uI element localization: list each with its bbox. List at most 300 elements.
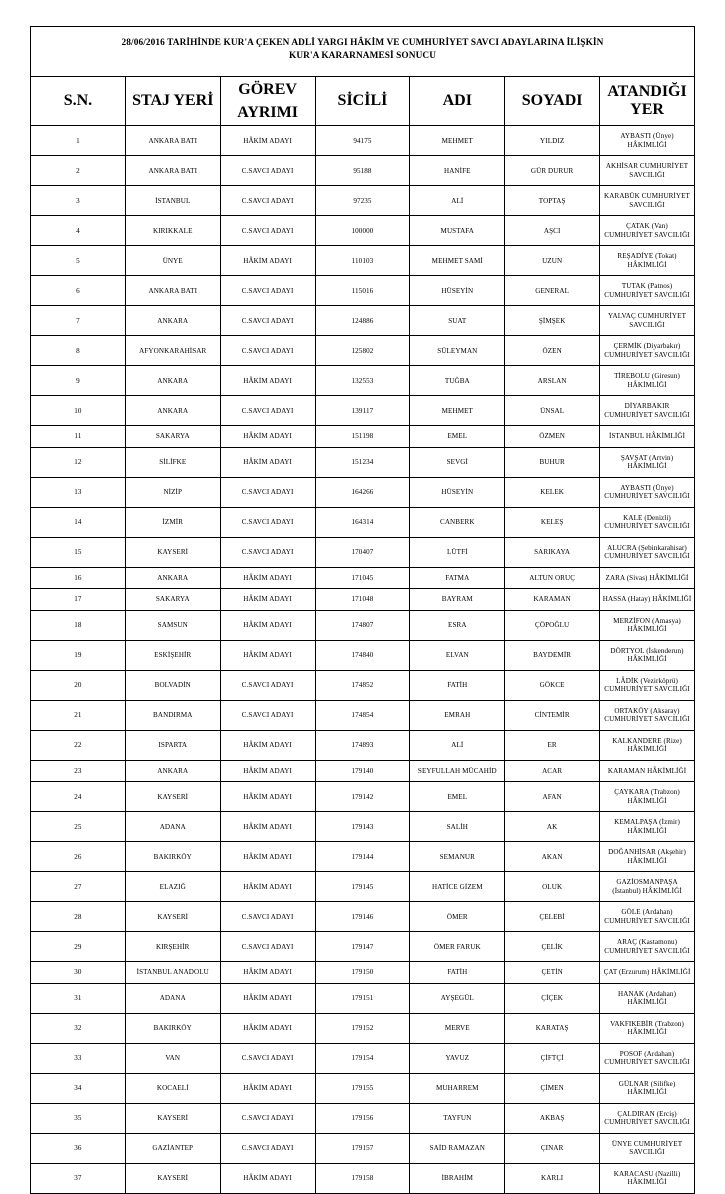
- cell-atandigi-yer: ÇATAK (Van) CUMHURİYET SAVCILIĞI: [600, 216, 695, 246]
- cell-sn: 11: [31, 426, 126, 448]
- cell-atandigi-yer: AYBASTI (Ünye) CUMHURİYET SAVCILIĞI: [600, 477, 695, 507]
- cell-adi: ÖMER: [410, 902, 505, 932]
- cell-adi: SÜLEYMAN: [410, 336, 505, 366]
- cell-staj-yeri: AFYONKARAHİSAR: [125, 336, 220, 366]
- table-row: [31, 640, 695, 670]
- cell-atandigi-yer: REŞADİYE (Tokat) HÂKİMLİĞİ: [600, 246, 695, 276]
- cell-sn: 16: [31, 567, 126, 589]
- table-row: [31, 1163, 695, 1193]
- cell-adi: İBRAHİM: [410, 1163, 505, 1193]
- table-row: [31, 216, 695, 246]
- cell-staj-yeri: ANKARA BATI: [125, 276, 220, 306]
- cell-staj-yeri: SAMSUN: [125, 610, 220, 640]
- cell-gorev-ayrimi: C.SAVCI ADAYI: [220, 336, 315, 366]
- cell-sn: 23: [31, 760, 126, 782]
- table-row: [31, 507, 695, 537]
- cell-staj-yeri: KAYSERİ: [125, 537, 220, 567]
- cell-sicili: 179152: [315, 1013, 410, 1043]
- cell-staj-yeri: BAKIRKÖY: [125, 1013, 220, 1043]
- cell-soyadi: YILDIZ: [505, 126, 600, 156]
- cell-sicili: 94175: [315, 126, 410, 156]
- cell-gorev-ayrimi: HÂKİM ADAYI: [220, 447, 315, 477]
- cell-adi: SUAT: [410, 306, 505, 336]
- cell-soyadi: KARATAŞ: [505, 1013, 600, 1043]
- table-row: [31, 932, 695, 962]
- cell-staj-yeri: KIRŞEHİR: [125, 932, 220, 962]
- cell-atandigi-yer: KALE (Denizli) CUMHURİYET SAVCILIĞI: [600, 507, 695, 537]
- cell-adi: SEMANUR: [410, 842, 505, 872]
- cell-staj-yeri: BOLVADİN: [125, 670, 220, 700]
- cell-soyadi: ÇÖPOĞLU: [505, 610, 600, 640]
- cell-sicili: 174807: [315, 610, 410, 640]
- cell-sn: 2: [31, 156, 126, 186]
- cell-sicili: 164314: [315, 507, 410, 537]
- cell-sicili: 179147: [315, 932, 410, 962]
- cell-soyadi: AKBAŞ: [505, 1103, 600, 1133]
- cell-soyadi: ÇİFTÇİ: [505, 1043, 600, 1073]
- cell-adi: HATİCE GİZEM: [410, 872, 505, 902]
- cell-sn: 37: [31, 1163, 126, 1193]
- cell-atandigi-yer: ÜNYE CUMHURİYET SAVCILIĞI: [600, 1133, 695, 1163]
- cell-sn: 36: [31, 1133, 126, 1163]
- cell-adi: EMEL: [410, 426, 505, 448]
- cell-staj-yeri: KAYSERİ: [125, 1103, 220, 1133]
- cell-atandigi-yer: TİREBOLU (Giresun) HÂKİMLİĞİ: [600, 366, 695, 396]
- cell-gorev-ayrimi: HÂKİM ADAYI: [220, 366, 315, 396]
- cell-gorev-ayrimi: C.SAVCI ADAYI: [220, 276, 315, 306]
- cell-sn: 17: [31, 589, 126, 611]
- cell-sicili: 124886: [315, 306, 410, 336]
- cell-adi: LÜTFİ: [410, 537, 505, 567]
- table-row: [31, 126, 695, 156]
- cell-adi: YAVUZ: [410, 1043, 505, 1073]
- table-row: [31, 842, 695, 872]
- cell-gorev-ayrimi: HÂKİM ADAYI: [220, 983, 315, 1013]
- cell-soyadi: ÜNSAL: [505, 396, 600, 426]
- cell-soyadi: ÖZEN: [505, 336, 600, 366]
- title-line-2: KUR'A KARARNAMESİ SONUCU: [288, 51, 437, 62]
- cell-staj-yeri: KAYSERİ: [125, 782, 220, 812]
- cell-sicili: 174893: [315, 730, 410, 760]
- cell-soyadi: AK: [505, 812, 600, 842]
- table-row: [31, 186, 695, 216]
- cell-adi: ESRA: [410, 610, 505, 640]
- title-line-1: 28/06/2016 TARİHİNDE KUR'A ÇEKEN ADLİ YARGI HÂKİM VE CUMHURİYET SAVCI ADAYLARINA İLİŞKİN: [121, 38, 604, 48]
- cell-sn: 19: [31, 640, 126, 670]
- cell-staj-yeri: ANKARA: [125, 306, 220, 336]
- cell-gorev-ayrimi: C.SAVCI ADAYI: [220, 1103, 315, 1133]
- cell-staj-yeri: KOCAELİ: [125, 1073, 220, 1103]
- cell-staj-yeri: ELAZIĞ: [125, 872, 220, 902]
- table-row: [31, 426, 695, 448]
- cell-soyadi: ALTUN ORUÇ: [505, 567, 600, 589]
- cell-gorev-ayrimi: HÂKİM ADAYI: [220, 1013, 315, 1043]
- cell-sn: 18: [31, 610, 126, 640]
- table-row: [31, 396, 695, 426]
- cell-atandigi-yer: İSTANBUL HÂKİMLİĞİ: [600, 426, 695, 448]
- cell-sicili: 179158: [315, 1163, 410, 1193]
- cell-atandigi-yer: KALKANDERE (Rize) HÂKİMLİĞİ: [600, 730, 695, 760]
- table-row: [31, 983, 695, 1013]
- header-atandigi-yer: ATANDIĞI YER: [600, 76, 695, 125]
- table-row: [31, 156, 695, 186]
- cell-sn: 26: [31, 842, 126, 872]
- cell-gorev-ayrimi: HÂKİM ADAYI: [220, 782, 315, 812]
- cell-soyadi: BAYDEMİR: [505, 640, 600, 670]
- cell-atandigi-yer: AYBASTI (Ünye) HÂKİMLİĞİ: [600, 126, 695, 156]
- table-row: [31, 812, 695, 842]
- cell-sicili: 95188: [315, 156, 410, 186]
- cell-staj-yeri: SAKARYA: [125, 589, 220, 611]
- cell-gorev-ayrimi: HÂKİM ADAYI: [220, 246, 315, 276]
- cell-sn: 33: [31, 1043, 126, 1073]
- document-title: [31, 27, 695, 77]
- cell-atandigi-yer: ŞAVŞAT (Artvin) HÂKİMLİĞİ: [600, 447, 695, 477]
- cell-staj-yeri: KAYSERİ: [125, 1163, 220, 1193]
- cell-atandigi-yer: ÇALDIRAN (Erciş) CUMHURİYET SAVCILIĞI: [600, 1103, 695, 1133]
- cell-soyadi: OLUK: [505, 872, 600, 902]
- header-soyadi: SOYADI: [505, 76, 600, 125]
- cell-sn: 12: [31, 447, 126, 477]
- cell-atandigi-yer: DOĞANHİSAR (Akşehir) HÂKİMLİĞİ: [600, 842, 695, 872]
- header-sn: S.N.: [31, 76, 126, 125]
- cell-atandigi-yer: POSOF (Ardahan) CUMHURİYET SAVCILIĞI: [600, 1043, 695, 1073]
- cell-soyadi: SARIKAYA: [505, 537, 600, 567]
- cell-sicili: 151234: [315, 447, 410, 477]
- cell-sn: 8: [31, 336, 126, 366]
- cell-adi: FATİH: [410, 670, 505, 700]
- cell-soyadi: TOPTAŞ: [505, 186, 600, 216]
- table-row: [31, 447, 695, 477]
- cell-adi: ÖMER FARUK: [410, 932, 505, 962]
- cell-gorev-ayrimi: C.SAVCI ADAYI: [220, 537, 315, 567]
- cell-adi: MEHMET SAMİ: [410, 246, 505, 276]
- cell-gorev-ayrimi: C.SAVCI ADAYI: [220, 216, 315, 246]
- cell-staj-yeri: ISPARTA: [125, 730, 220, 760]
- cell-sicili: 179156: [315, 1103, 410, 1133]
- cell-sn: 32: [31, 1013, 126, 1043]
- cell-soyadi: ÇİMEN: [505, 1073, 600, 1103]
- cell-gorev-ayrimi: C.SAVCI ADAYI: [220, 902, 315, 932]
- cell-sicili: 171048: [315, 589, 410, 611]
- cell-sicili: 179154: [315, 1043, 410, 1073]
- cell-atandigi-yer: KARAMAN HÂKİMLİĞİ: [600, 760, 695, 782]
- cell-sn: 1: [31, 126, 126, 156]
- cell-gorev-ayrimi: HÂKİM ADAYI: [220, 126, 315, 156]
- cell-atandigi-yer: AKHİSAR CUMHURİYET SAVCILIĞI: [600, 156, 695, 186]
- cell-soyadi: ER: [505, 730, 600, 760]
- cell-atandigi-yer: YALVAÇ CUMHURİYET SAVCILIĞI: [600, 306, 695, 336]
- cell-adi: FATMA: [410, 567, 505, 589]
- cell-atandigi-yer: HANAK (Ardahan) HÂKİMLİĞİ: [600, 983, 695, 1013]
- table-row: [31, 1103, 695, 1133]
- cell-adi: SAİD RAMAZAN: [410, 1133, 505, 1163]
- header-staj-yeri: STAJ YERİ: [125, 76, 220, 125]
- cell-sicili: 179144: [315, 842, 410, 872]
- cell-atandigi-yer: ÇAT (Erzurum) HÂKİMLİĞİ: [600, 962, 695, 984]
- table-row: [31, 902, 695, 932]
- cell-soyadi: ÇINAR: [505, 1133, 600, 1163]
- cell-adi: BAYRAM: [410, 589, 505, 611]
- cell-sicili: 174852: [315, 670, 410, 700]
- header-gorev-line-2: AYRIMI: [237, 104, 298, 122]
- cell-soyadi: ÇELİK: [505, 932, 600, 962]
- cell-soyadi: BUHUR: [505, 447, 600, 477]
- table-row: [31, 730, 695, 760]
- cell-atandigi-yer: ARAÇ (Kastamonu) CUMHURİYET SAVCILIĞI: [600, 932, 695, 962]
- table-row: [31, 366, 695, 396]
- table-row: [31, 537, 695, 567]
- cell-sicili: 97235: [315, 186, 410, 216]
- cell-adi: SEVGİ: [410, 447, 505, 477]
- table-row: [31, 246, 695, 276]
- header-sicili: SİCİLİ: [315, 76, 410, 125]
- header-gorev-ayrimi: [220, 76, 315, 125]
- cell-staj-yeri: GAZİANTEP: [125, 1133, 220, 1163]
- cell-gorev-ayrimi: HÂKİM ADAYI: [220, 426, 315, 448]
- cell-soyadi: GÜR DURUR: [505, 156, 600, 186]
- cell-sn: 31: [31, 983, 126, 1013]
- cell-atandigi-yer: ZARA (Sivas) HÂKİMLİĞİ: [600, 567, 695, 589]
- cell-sicili: 125802: [315, 336, 410, 366]
- cell-soyadi: ÇİÇEK: [505, 983, 600, 1013]
- cell-sn: 25: [31, 812, 126, 842]
- header-gorev-line-1: GÖREV: [238, 80, 297, 98]
- table-row: [31, 276, 695, 306]
- cell-adi: AYŞEGÜL: [410, 983, 505, 1013]
- cell-adi: EMEL: [410, 782, 505, 812]
- cell-soyadi: AŞCI: [505, 216, 600, 246]
- cell-sicili: 179151: [315, 983, 410, 1013]
- cell-atandigi-yer: LÂDİK (Vezirköprü) CUMHURİYET SAVCILIĞI: [600, 670, 695, 700]
- cell-gorev-ayrimi: C.SAVCI ADAYI: [220, 670, 315, 700]
- cell-adi: SALİH: [410, 812, 505, 842]
- cell-atandigi-yer: ORTAKÖY (Aksaray) CUMHURİYET SAVCILIĞI: [600, 700, 695, 730]
- cell-staj-yeri: ANKARA: [125, 366, 220, 396]
- cell-sn: 29: [31, 932, 126, 962]
- cell-gorev-ayrimi: HÂKİM ADAYI: [220, 730, 315, 760]
- cell-atandigi-yer: KARACASU (Nazilli) HÂKİMLİĞİ: [600, 1163, 695, 1193]
- cell-sicili: 174840: [315, 640, 410, 670]
- cell-staj-yeri: VAN: [125, 1043, 220, 1073]
- cell-soyadi: AKAN: [505, 842, 600, 872]
- cell-soyadi: ÇETİN: [505, 962, 600, 984]
- cell-soyadi: KELEK: [505, 477, 600, 507]
- cell-gorev-ayrimi: C.SAVCI ADAYI: [220, 156, 315, 186]
- cell-sn: 14: [31, 507, 126, 537]
- cell-atandigi-yer: GAZİOSMANPAŞA (İstanbul) HÂKİMLİĞİ: [600, 872, 695, 902]
- cell-sicili: 164266: [315, 477, 410, 507]
- table-row: [31, 306, 695, 336]
- table-body: [31, 126, 695, 1194]
- cell-sicili: 115016: [315, 276, 410, 306]
- cell-sn: 4: [31, 216, 126, 246]
- cell-staj-yeri: ÜNYE: [125, 246, 220, 276]
- cell-staj-yeri: ANKARA: [125, 760, 220, 782]
- cell-gorev-ayrimi: C.SAVCI ADAYI: [220, 932, 315, 962]
- cell-staj-yeri: SAKARYA: [125, 426, 220, 448]
- cell-sicili: 179142: [315, 782, 410, 812]
- cell-sn: 20: [31, 670, 126, 700]
- cell-adi: ELVAN: [410, 640, 505, 670]
- table-row: [31, 700, 695, 730]
- cell-gorev-ayrimi: C.SAVCI ADAYI: [220, 1043, 315, 1073]
- cell-adi: HÜSEYİN: [410, 276, 505, 306]
- cell-staj-yeri: ANKARA: [125, 567, 220, 589]
- cell-soyadi: AFAN: [505, 782, 600, 812]
- cell-sicili: 179157: [315, 1133, 410, 1163]
- cell-adi: MEHMET: [410, 126, 505, 156]
- cell-gorev-ayrimi: HÂKİM ADAYI: [220, 589, 315, 611]
- cell-gorev-ayrimi: HÂKİM ADAYI: [220, 760, 315, 782]
- cell-sn: 9: [31, 366, 126, 396]
- cell-sn: 22: [31, 730, 126, 760]
- table-row: [31, 670, 695, 700]
- cell-gorev-ayrimi: HÂKİM ADAYI: [220, 962, 315, 984]
- cell-gorev-ayrimi: C.SAVCI ADAYI: [220, 1133, 315, 1163]
- cell-soyadi: KARLI: [505, 1163, 600, 1193]
- cell-atandigi-yer: ALUCRA (Şebinkarahisar) CUMHURİYET SAVCILIĞI: [600, 537, 695, 567]
- cell-staj-yeri: İSTANBUL: [125, 186, 220, 216]
- cell-sn: 5: [31, 246, 126, 276]
- cell-gorev-ayrimi: HÂKİM ADAYI: [220, 812, 315, 842]
- cell-gorev-ayrimi: HÂKİM ADAYI: [220, 1163, 315, 1193]
- cell-sn: 30: [31, 962, 126, 984]
- cell-adi: MERVE: [410, 1013, 505, 1043]
- cell-atandigi-yer: ÇERMİK (Diyarbakır) CUMHURİYET SAVCILIĞI: [600, 336, 695, 366]
- cell-adi: HANİFE: [410, 156, 505, 186]
- cell-adi: FATİH: [410, 962, 505, 984]
- table-row: [31, 872, 695, 902]
- table-row: [31, 336, 695, 366]
- cell-gorev-ayrimi: C.SAVCI ADAYI: [220, 700, 315, 730]
- table-row: [31, 1133, 695, 1163]
- cell-staj-yeri: ADANA: [125, 812, 220, 842]
- cell-soyadi: GÖKCE: [505, 670, 600, 700]
- table-header-row: [31, 76, 695, 125]
- cell-staj-yeri: ANKARA: [125, 396, 220, 426]
- cell-soyadi: CİNTEMİR: [505, 700, 600, 730]
- cell-adi: SEYFULLAH MÜCAHİD: [410, 760, 505, 782]
- cell-sicili: 110103: [315, 246, 410, 276]
- cell-sicili: 139117: [315, 396, 410, 426]
- cell-soyadi: ŞİMŞEK: [505, 306, 600, 336]
- cell-soyadi: ÖZMEN: [505, 426, 600, 448]
- table-row: [31, 760, 695, 782]
- cell-adi: TAYFUN: [410, 1103, 505, 1133]
- cell-sicili: 179155: [315, 1073, 410, 1103]
- cell-atandigi-yer: GÖLE (Ardahan) CUMHURİYET SAVCILIĞI: [600, 902, 695, 932]
- cell-soyadi: KARAMAN: [505, 589, 600, 611]
- table-row: [31, 610, 695, 640]
- table-row: [31, 477, 695, 507]
- cell-gorev-ayrimi: C.SAVCI ADAYI: [220, 507, 315, 537]
- cell-atandigi-yer: KEMALPAŞA (İzmir) HÂKİMLİĞİ: [600, 812, 695, 842]
- cell-adi: TUĞBA: [410, 366, 505, 396]
- cell-staj-yeri: ADANA: [125, 983, 220, 1013]
- cell-sicili: 179146: [315, 902, 410, 932]
- cell-sicili: 179140: [315, 760, 410, 782]
- cell-staj-yeri: BAKIRKÖY: [125, 842, 220, 872]
- cell-sn: 21: [31, 700, 126, 730]
- cell-sn: 7: [31, 306, 126, 336]
- cell-adi: ALİ: [410, 730, 505, 760]
- cell-atandigi-yer: KARABÜK CUMHURİYET SAVCILIĞI: [600, 186, 695, 216]
- cell-sicili: 179143: [315, 812, 410, 842]
- cell-sicili: 179150: [315, 962, 410, 984]
- cell-sicili: 100000: [315, 216, 410, 246]
- table-row: [31, 1073, 695, 1103]
- cell-staj-yeri: SİLİFKE: [125, 447, 220, 477]
- cell-sicili: 179145: [315, 872, 410, 902]
- cell-adi: MEHMET: [410, 396, 505, 426]
- cell-sn: 13: [31, 477, 126, 507]
- cell-sn: 6: [31, 276, 126, 306]
- cell-soyadi: UZUN: [505, 246, 600, 276]
- cell-staj-yeri: KAYSERİ: [125, 902, 220, 932]
- header-adi: ADI: [410, 76, 505, 125]
- kura-results-table: [30, 26, 695, 1194]
- cell-atandigi-yer: HASSA (Hatay) HÂKİMLİĞİ: [600, 589, 695, 611]
- cell-gorev-ayrimi: HÂKİM ADAYI: [220, 567, 315, 589]
- table-row: [31, 782, 695, 812]
- cell-gorev-ayrimi: HÂKİM ADAYI: [220, 1073, 315, 1103]
- cell-gorev-ayrimi: HÂKİM ADAYI: [220, 872, 315, 902]
- cell-staj-yeri: İZMİR: [125, 507, 220, 537]
- cell-sn: 27: [31, 872, 126, 902]
- cell-staj-yeri: BANDIRMA: [125, 700, 220, 730]
- cell-adi: ALİ: [410, 186, 505, 216]
- cell-sn: 35: [31, 1103, 126, 1133]
- cell-sn: 28: [31, 902, 126, 932]
- cell-sn: 34: [31, 1073, 126, 1103]
- cell-adi: EMRAH: [410, 700, 505, 730]
- cell-soyadi: KELEŞ: [505, 507, 600, 537]
- cell-adi: MUHARREM: [410, 1073, 505, 1103]
- cell-sn: 10: [31, 396, 126, 426]
- cell-atandigi-yer: TUTAK (Patnos) CUMHURİYET SAVCILIĞI: [600, 276, 695, 306]
- cell-soyadi: ACAR: [505, 760, 600, 782]
- cell-atandigi-yer: GÜLNAR (Silifke) HÂKİMLİĞİ: [600, 1073, 695, 1103]
- table-row: [31, 567, 695, 589]
- cell-gorev-ayrimi: HÂKİM ADAYI: [220, 842, 315, 872]
- cell-sn: 15: [31, 537, 126, 567]
- cell-sicili: 171045: [315, 567, 410, 589]
- cell-sicili: 132553: [315, 366, 410, 396]
- cell-atandigi-yer: VAKFIKEBİR (Trabzon) HÂKİMLİĞİ: [600, 1013, 695, 1043]
- cell-gorev-ayrimi: HÂKİM ADAYI: [220, 640, 315, 670]
- title-row: [31, 27, 695, 77]
- cell-atandigi-yer: DİYARBAKIR CUMHURİYET SAVCILIĞI: [600, 396, 695, 426]
- cell-gorev-ayrimi: C.SAVCI ADAYI: [220, 186, 315, 216]
- cell-gorev-ayrimi: C.SAVCI ADAYI: [220, 396, 315, 426]
- cell-staj-yeri: ESKİŞEHİR: [125, 640, 220, 670]
- cell-staj-yeri: İSTANBUL ANADOLU: [125, 962, 220, 984]
- cell-sn: 24: [31, 782, 126, 812]
- table-row: [31, 589, 695, 611]
- cell-gorev-ayrimi: C.SAVCI ADAYI: [220, 306, 315, 336]
- cell-soyadi: ARSLAN: [505, 366, 600, 396]
- cell-soyadi: ÇELEBİ: [505, 902, 600, 932]
- cell-sicili: 151198: [315, 426, 410, 448]
- table-row: [31, 962, 695, 984]
- cell-atandigi-yer: MERZİFON (Amasya) HÂKİMLİĞİ: [600, 610, 695, 640]
- cell-gorev-ayrimi: C.SAVCI ADAYI: [220, 477, 315, 507]
- cell-staj-yeri: NİZİP: [125, 477, 220, 507]
- cell-staj-yeri: KIRIKKALE: [125, 216, 220, 246]
- cell-soyadi: GENERAL: [505, 276, 600, 306]
- cell-adi: CANBERK: [410, 507, 505, 537]
